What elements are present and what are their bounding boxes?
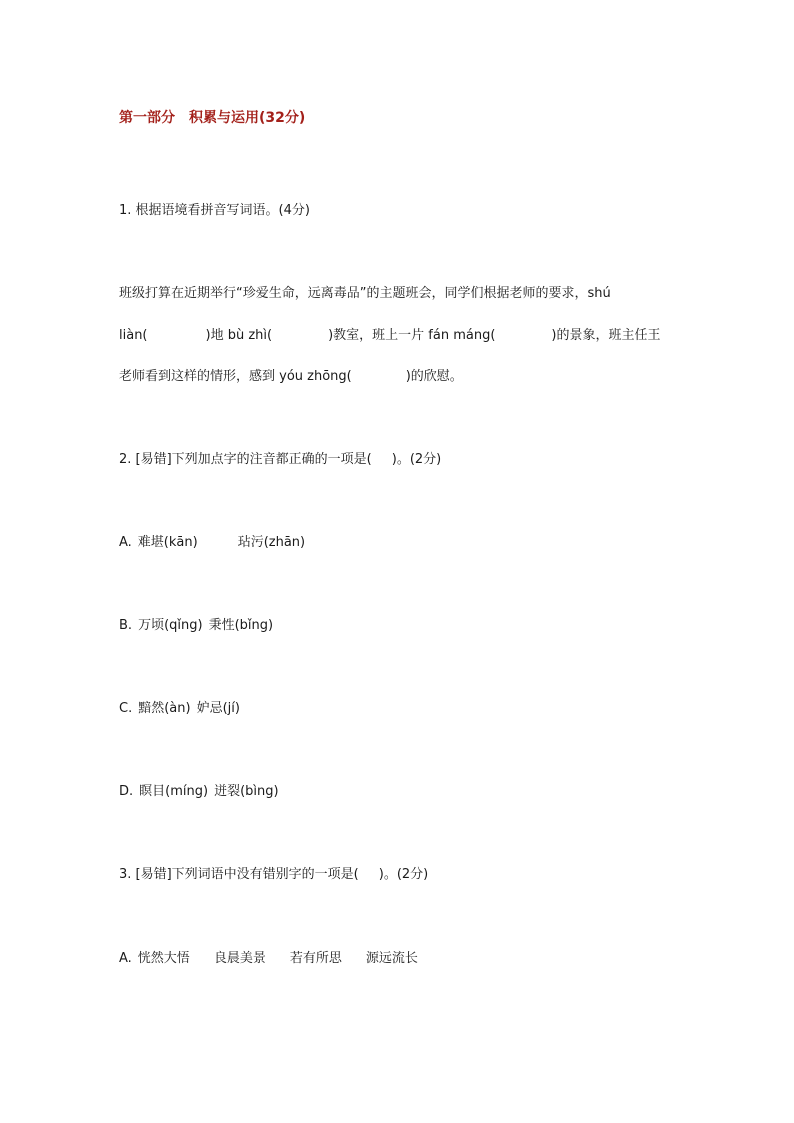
- question-1-passage-line-3: [119, 368, 463, 386]
- question-text: 2. [易错]下列加点字的注音都正确的一项是(: [119, 452, 372, 467]
- question-1-heading: 1. 根据语境看拼音写词语。(4分): [119, 203, 310, 218]
- option-label: D.: [119, 784, 134, 799]
- question-1-passage-line-2: [119, 327, 660, 345]
- passage-text: )的欣慰。: [405, 369, 463, 384]
- option-word: 瞑目(míng): [139, 784, 209, 799]
- passage-text: 老师看到这样的情形，感到 yóu zhōng(: [119, 369, 352, 384]
- option-word: 恍然大悟: [137, 951, 190, 966]
- question-2-option-c: [119, 700, 240, 718]
- option-word: 难堪(kān): [137, 535, 198, 550]
- option-label: B.: [119, 618, 133, 633]
- option-word: 妒忌(jí): [196, 701, 240, 716]
- section-title: 第一部分 积累与运用(32分): [119, 110, 306, 126]
- question-2-option-a: [119, 534, 305, 552]
- passage-text: )的景象，班主任王: [551, 328, 661, 343]
- option-word: 玷污(zhān): [237, 535, 306, 550]
- option-word: 迸裂(bìng): [214, 784, 279, 799]
- option-word: 万顷(qǐng): [138, 618, 203, 633]
- option-word: 源远流长: [365, 951, 418, 966]
- passage-text: )教室，班上一片 fán máng(: [328, 328, 496, 343]
- option-label: C.: [119, 701, 133, 716]
- question-2-option-d: [119, 783, 279, 801]
- question-2-heading: [119, 451, 441, 469]
- option-word: 秉性(bǐng): [208, 618, 274, 633]
- question-text: )。(2分): [378, 867, 429, 882]
- option-word: 黯然(àn): [138, 701, 191, 716]
- question-1-passage-line-1: 班级打算在近期举行“珍爱生命，远离毒品”的主题班会，同学们根据老师的要求，shú: [119, 286, 611, 301]
- question-3-option-a: [119, 950, 418, 968]
- option-word: 若有所思: [289, 951, 342, 966]
- question-text: )。(2分): [391, 452, 442, 467]
- question-2-option-b: [119, 617, 273, 635]
- question-3-heading: [119, 866, 428, 884]
- option-label: A.: [119, 535, 132, 550]
- option-word: 良晨美景: [213, 951, 266, 966]
- passage-text: )地 bù zhì(: [205, 328, 273, 343]
- question-text: 3. [易错]下列词语中没有错别字的一项是(: [119, 867, 359, 882]
- option-label: A.: [119, 951, 132, 966]
- passage-text: liàn(: [119, 328, 148, 343]
